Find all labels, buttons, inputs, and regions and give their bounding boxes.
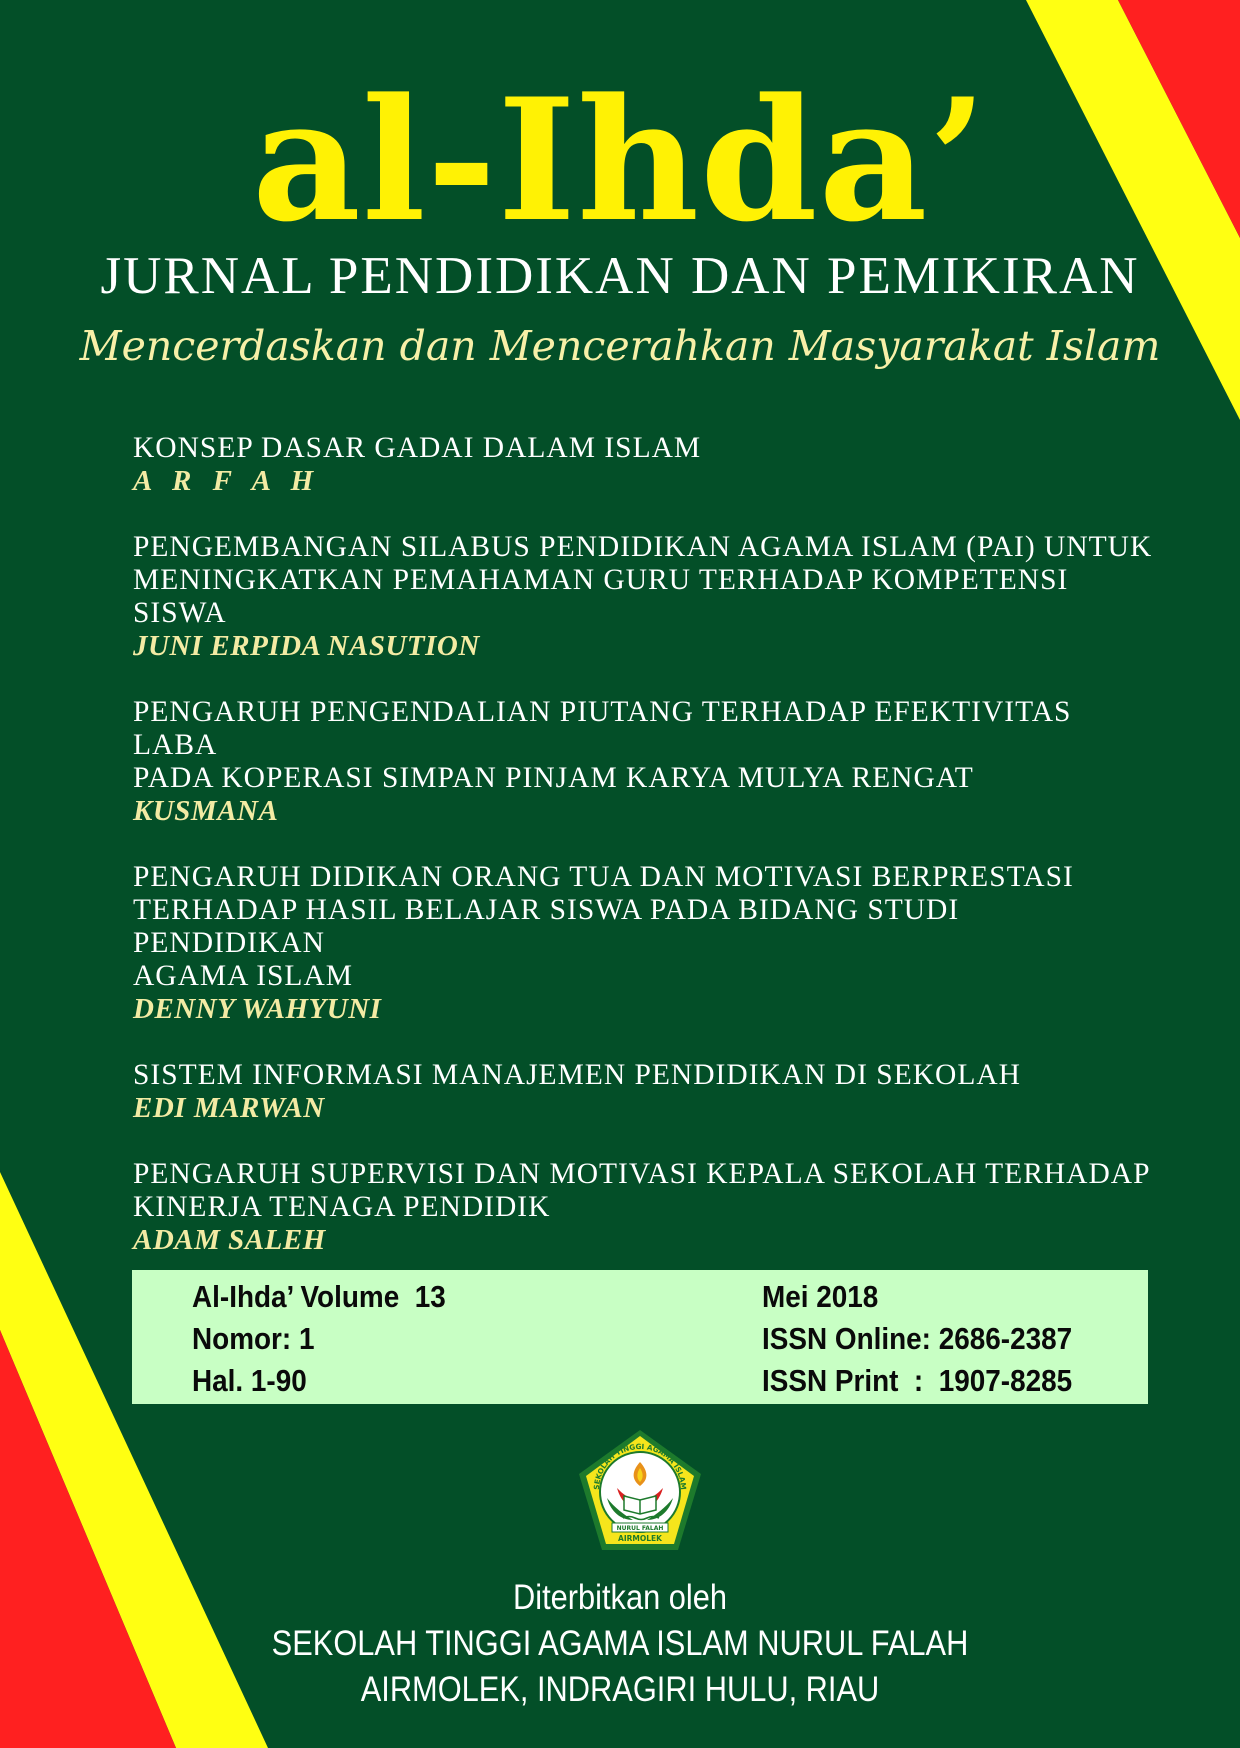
published-by-label: Diterbitkan oleh <box>512 1578 728 1617</box>
article-title-line: MENINGKATKAN PEMAHAMAN GURU TERHADAP KOMPETENSI SISWA <box>133 564 1069 629</box>
number-label: Nomor: 1 <box>192 1321 315 1356</box>
issue-info-box <box>132 1270 1148 1404</box>
issue-info-left <box>192 1276 474 1402</box>
publisher-institution: SEKOLAH TINGGI AGAMA ISLAM NURUL FALAH <box>271 1624 969 1663</box>
pages-label: Hal. 1-90 <box>192 1363 307 1398</box>
article-author: A R F A H <box>133 465 321 497</box>
article-entry <box>133 432 1153 498</box>
issue-info-right <box>762 1276 1107 1402</box>
article-title-line: KINERJA TENAGA PENDIDIK <box>133 1191 551 1223</box>
article-entry <box>133 696 1153 828</box>
svg-text:NURUL FALAH: NURUL FALAH <box>616 1525 664 1532</box>
svg-text:SEKOLAH TINGGI AGAMA ISLAM: SEKOLAH TINGGI AGAMA ISLAM <box>591 1441 689 1491</box>
article-title-line: SISTEM INFORMASI MANAJEMEN PENDIDIKAN DI SEKOLAH <box>133 1059 1021 1091</box>
article-entry <box>133 1158 1153 1257</box>
issn-online-label: ISSN Online: 2686-2387 <box>762 1321 1073 1356</box>
date-label: Mei 2018 <box>762 1279 879 1314</box>
journal-title: al-Ihda’ <box>252 61 988 259</box>
journal-subtitle: JURNAL PENDIDIKAN DAN PEMIKIRAN <box>100 247 1140 305</box>
issn-print-label: ISSN Print : 1907-8285 <box>762 1363 1073 1398</box>
article-author: EDI MARWAN <box>133 1092 325 1124</box>
article-title-line: PENGARUH DIDIKAN ORANG TUA DAN MOTIVASI BERPRESTASI <box>133 861 1074 893</box>
article-title-line: TERHADAP HASIL BELAJAR SISWA PADA BIDANG STUDI PENDIDIKAN <box>133 894 960 959</box>
table-of-contents <box>133 432 1153 1290</box>
svg-text:AIRMOLEK: AIRMOLEK <box>618 1534 662 1543</box>
volume-label: Al-Ihda’ Volume 13 <box>192 1279 446 1314</box>
article-title-line: KONSEP DASAR GADAI DALAM ISLAM <box>133 432 702 464</box>
article-title-line: AGAMA ISLAM <box>133 960 353 992</box>
article-entry <box>133 1059 1153 1125</box>
institution-seal-icon <box>577 1428 703 1552</box>
article-title-line: PENGARUH SUPERVISI DAN MOTIVASI KEPALA SEKOLAH TERHADAP <box>133 1158 1151 1190</box>
article-author: KUSMANA <box>133 795 279 827</box>
article-title-line: PENGEMBANGAN SILABUS PENDIDIKAN AGAMA ISLAM (PAI) UNTUK <box>133 531 1153 563</box>
masthead <box>0 61 1240 371</box>
article-title-line: PADA KOPERASI SIMPAN PINJAM KARYA MULYA RENGAT <box>133 762 974 794</box>
article-entry <box>133 531 1153 663</box>
publisher-block <box>0 1575 1240 1713</box>
article-author: ADAM SALEH <box>133 1224 326 1256</box>
article-title-line: PENGARUH PENGENDALIAN PIUTANG TERHADAP EFEKTIVITAS LABA <box>133 696 1072 761</box>
article-author: DENNY WAHYUNI <box>133 993 382 1025</box>
article-author: JUNI ERPIDA NASUTION <box>133 630 480 662</box>
article-entry <box>133 861 1153 1026</box>
journal-tagline: Mencerdaskan dan Mencerahkan Masyarakat Islam <box>79 322 1161 370</box>
publisher-location: AIRMOLEK, INDRAGIRI HULU, RIAU <box>360 1670 880 1709</box>
